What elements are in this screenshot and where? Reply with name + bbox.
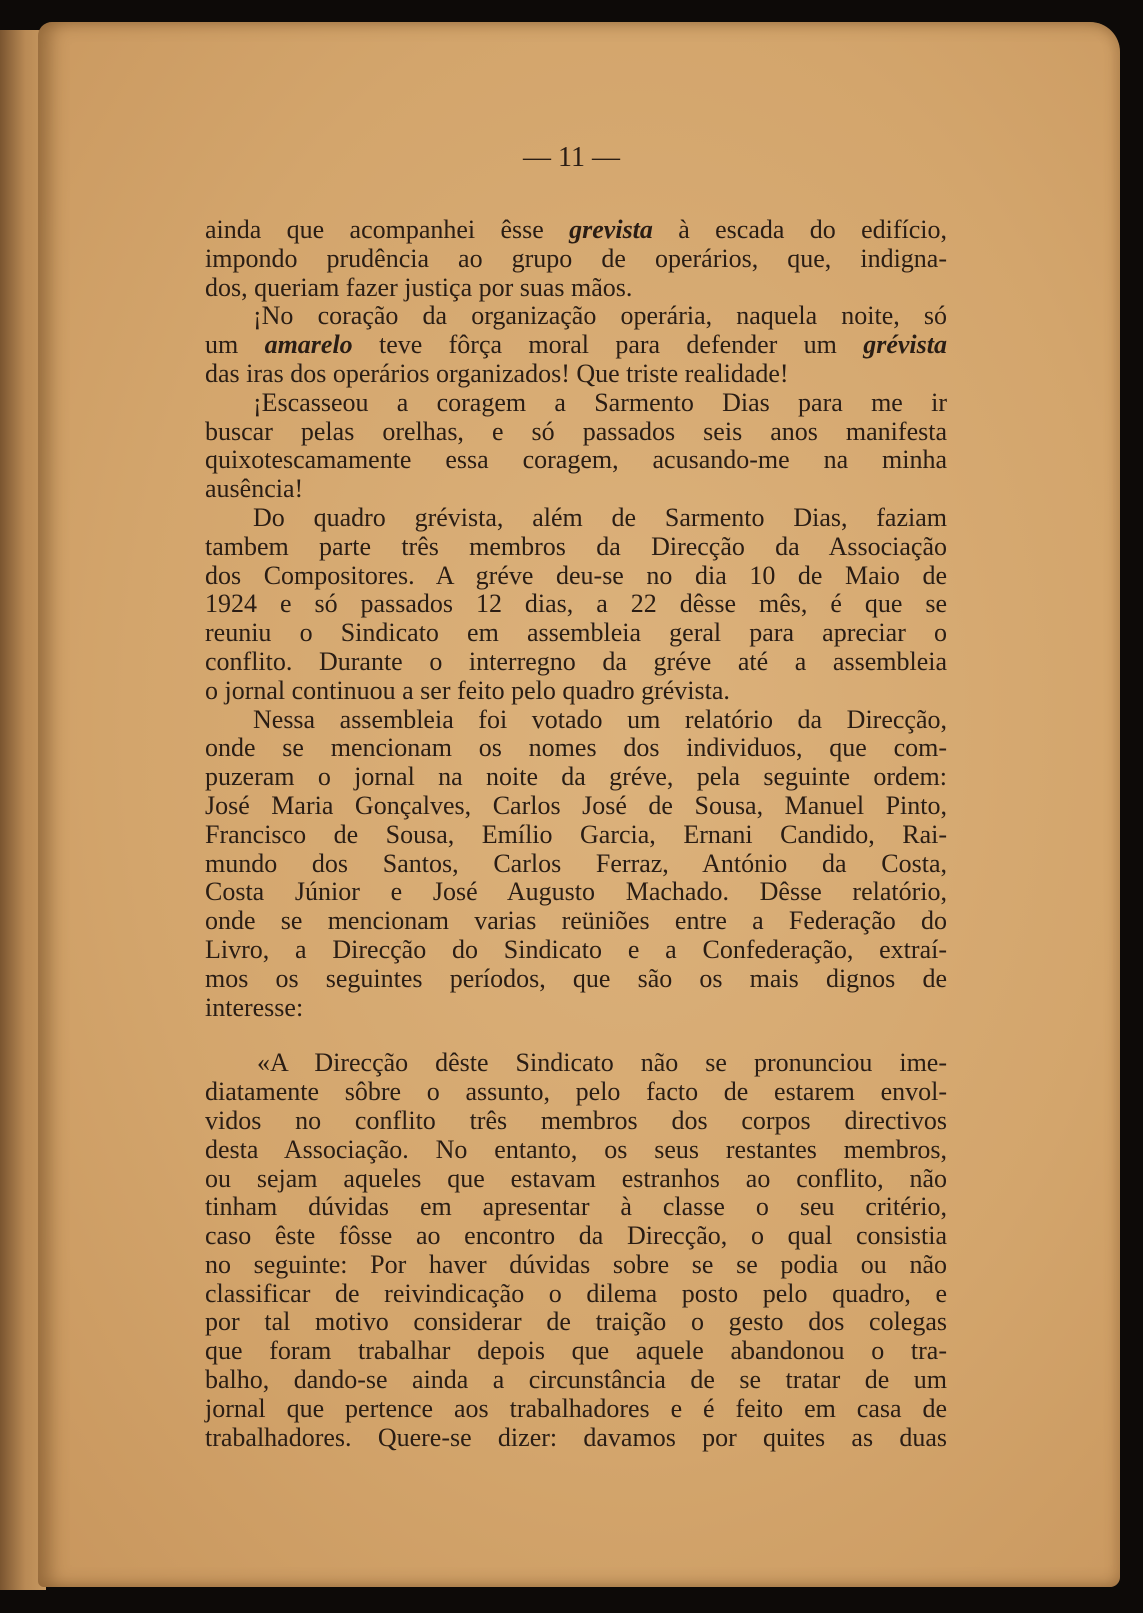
text-line [205, 1078, 947, 1107]
text-segment: classificar de reivindicação o dilema posto pelo quadro, e [205, 1278, 947, 1308]
text-segment: ou sejam aqueles que estavam estranhos ao conflito, não [205, 1163, 947, 1193]
text-segment: quixotescamamente essa coragem, acusando-me na minha [205, 445, 947, 475]
text-segment: por tal motivo considerar de traição o gesto dos colegas [205, 1307, 947, 1337]
text-line [205, 418, 947, 447]
text-segment: ausência! [205, 474, 304, 504]
text-segment: puzeram o jornal na noite da gréve, pela seguinte ordem: [205, 762, 947, 792]
paragraph [205, 389, 947, 504]
text-line [205, 590, 947, 619]
text-line [205, 302, 947, 331]
paragraph [205, 504, 947, 706]
text-line [205, 1193, 947, 1222]
text-line [205, 446, 947, 475]
text-line [205, 1107, 947, 1136]
body-text [205, 216, 947, 1452]
text-line [205, 245, 947, 274]
text-segment: dos, queriam fazer justiça por suas mãos. [205, 272, 633, 302]
text-segment: que foram trabalhar depois que aquele abandonou o tra- [205, 1336, 947, 1366]
text-segment: Nessa assembleia foi votado um relatório da Direcção, [253, 704, 947, 734]
text-segment: Costa Júnior e José Augusto Machado. Dêsse relatório, [205, 877, 947, 907]
text-line [205, 878, 947, 907]
text-line [205, 216, 947, 245]
text-line [205, 763, 947, 792]
text-segment: reuniu o Sindicato em assembleia geral para apreciar o [205, 618, 947, 648]
text-line [205, 1251, 947, 1280]
text-line [205, 389, 947, 418]
text-segment: no seguinte: Por haver dúvidas sobre se se podia ou não [205, 1249, 947, 1279]
text-segment: desta Associação. No entanto, os seus restantes membros, [205, 1134, 947, 1164]
text-line [205, 1424, 947, 1453]
paragraph [205, 302, 947, 388]
text-segment: jornal que pertence aos trabalhadores e é feito em casa de [205, 1393, 947, 1423]
text-line [205, 475, 947, 504]
text-segment: ainda que acompanhei êsse [205, 215, 570, 244]
text-segment: um [205, 330, 265, 360]
text-segment: buscar pelas orelhas, e só passados seis anos manifesta [205, 416, 947, 446]
italic-term: grevista [569, 215, 653, 244]
text-segment: Do quadro grévista, além de Sarmento Dias, faziam [253, 502, 947, 532]
text-segment: «A Direcção dêste Sindicato não se pronunciou ime- [257, 1048, 947, 1078]
text-line [205, 1222, 947, 1251]
text-segment: onde se mencionam varias reüniões entre a Federação do [205, 906, 947, 936]
text-line [205, 821, 947, 850]
text-line [205, 1136, 947, 1165]
text-segment: teve fôrça moral para defender um [352, 330, 864, 360]
text-line [205, 706, 947, 735]
text-segment: ¡No coração da organização operária, naquela noite, só [253, 301, 947, 331]
text-segment: 1924 e só passados 12 dias, a 22 dêsse mês, é que se [205, 589, 947, 619]
text-line [205, 1049, 947, 1078]
text-line [205, 533, 947, 562]
text-segment: conflito. Durante o interregno da gréve até a assembleia [205, 646, 947, 676]
text-segment: interesse: [205, 992, 304, 1022]
text-segment: onde se mencionam os nomes dos individuos, que com- [205, 733, 947, 763]
text-segment: mundo dos Santos, Carlos Ferraz, António da Costa, [205, 848, 947, 878]
text-line [205, 994, 947, 1023]
text-line [205, 331, 947, 360]
text-segment: caso êste fôsse ao encontro da Direcção, o qual consistia [205, 1221, 947, 1251]
text-line [205, 562, 947, 591]
text-line [205, 907, 947, 936]
text-line [205, 1366, 947, 1395]
text-segment: Livro, a Direcção do Sindicato e a Confederação, extraí- [205, 934, 947, 964]
text-line [205, 1280, 947, 1309]
text-segment: impondo prudência ao grupo de operários, que, indigna- [205, 243, 947, 273]
paragraph [205, 216, 947, 302]
text-line [205, 1308, 947, 1337]
text-segment: balho, dando-se ainda a circunstância de se tratar de um [205, 1365, 947, 1395]
text-segment: trabalhadores. Quere-se dizer: davamos por quites as duas [205, 1422, 947, 1452]
text-line [205, 648, 947, 677]
text-line [205, 792, 947, 821]
text-segment: ¡Escasseou a coragem a Sarmento Dias para me ir [253, 387, 947, 417]
text-line [205, 360, 947, 389]
text-segment: o jornal continuou a ser feito pelo quadro grévista. [205, 675, 730, 705]
paragraph [205, 706, 947, 1023]
text-line [205, 850, 947, 879]
text-segment: tambem parte três membros da Direcção da Associação [205, 531, 947, 561]
text-segment: Francisco de Sousa, Emílio Garcia, Ernani Candido, Rai- [205, 819, 947, 849]
text-line [205, 936, 947, 965]
text-segment: das iras dos operários organizados! Que triste realidade! [205, 358, 789, 388]
text-line [205, 1165, 947, 1194]
text-segment: dos Compositores. A gréve deu-se no dia 10 de Maio de [205, 560, 947, 590]
text-line [205, 619, 947, 648]
page-number: — 11 — [523, 142, 620, 173]
text-segment: tinham dúvidas em apresentar à classe o seu critério, [205, 1192, 947, 1222]
text-line [205, 677, 947, 706]
text-line [205, 274, 947, 303]
text-line [205, 965, 947, 994]
italic-term: grévista [863, 330, 947, 360]
text-line [205, 1395, 947, 1424]
text-segment: diatamente sôbre o assunto, pelo facto de estarem envol- [205, 1077, 947, 1107]
text-segment: à escada do edifício, [652, 215, 947, 244]
text-segment: mos os seguintes períodos, que são os mais dignos de [205, 963, 947, 993]
text-segment: José Maria Gonçalves, Carlos José de Sousa, Manuel Pinto, [205, 790, 947, 820]
text-segment: vidos no conflito três membros dos corpos directivos [205, 1105, 947, 1135]
text-line [205, 504, 947, 533]
text-line [205, 734, 947, 763]
text-line [205, 1337, 947, 1366]
italic-term: amarelo [264, 330, 353, 360]
block-quote [205, 1049, 947, 1452]
